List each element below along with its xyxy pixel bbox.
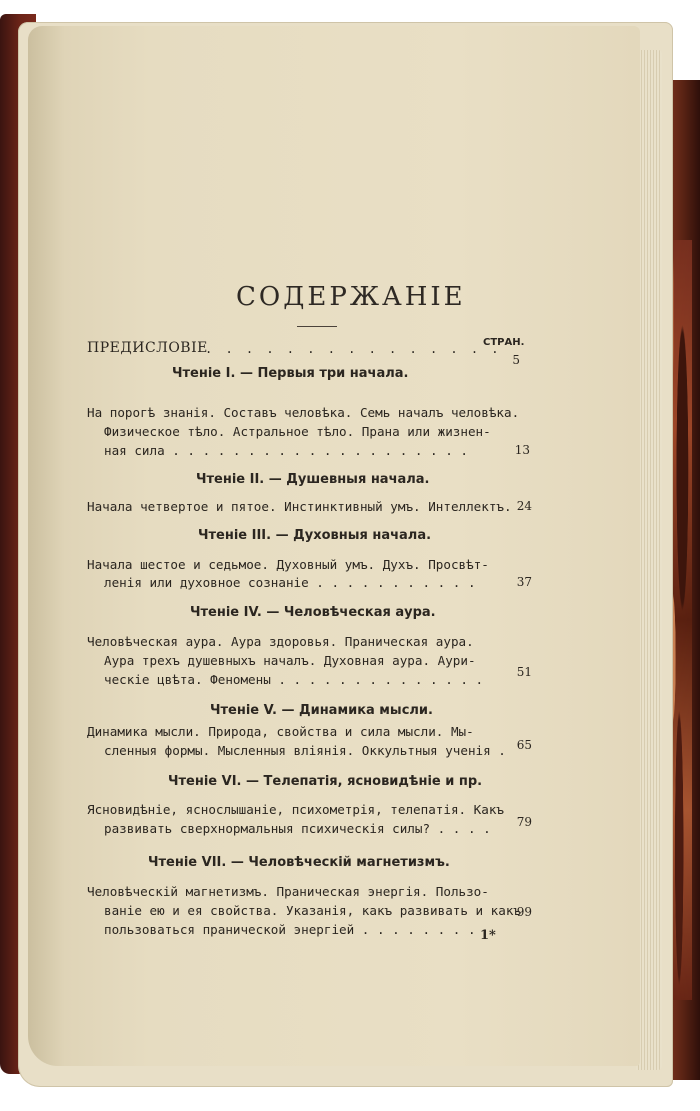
chapter-heading: Чтеніе VI. — Телепатія, ясновидѣніе и пр. bbox=[168, 774, 483, 789]
chapter-line: Ясновидѣніе, яснослышаніе, психометрія, телепатія. Какъ bbox=[87, 802, 505, 817]
chapter-line: Динамика мысли. Природа, свойства и сила мысли. Мы- bbox=[87, 724, 474, 739]
chapter-page: 65 bbox=[516, 738, 532, 752]
chapter-line: Начала шестое и седьмое. Духовный умъ. Духъ. Просвѣт- bbox=[87, 557, 489, 572]
chapter-line: пользоваться пранической энергіей . . . . . . . . bbox=[104, 922, 476, 937]
chapter-line: ческіе цвѣта. Феномены . . . . . . . . . . . . . . bbox=[104, 672, 484, 687]
chapter-line: развивать сверхнормальныя психическія силы? . . . . bbox=[104, 821, 491, 836]
chapter-line: Аура трехъ душевныхъ началъ. Духовная аура. Аури- bbox=[104, 653, 476, 668]
chapter-line: На порогѣ знанія. Составъ человѣка. Семь началъ человѣка. bbox=[87, 405, 520, 420]
preface-page: 5 bbox=[512, 353, 520, 367]
chapter-line: Человѣческая аура. Аура здоровья. Праническая аура. bbox=[87, 634, 474, 649]
chapter-page: 79 bbox=[516, 815, 532, 829]
signature-mark: 1* bbox=[480, 928, 496, 943]
chapter-page: 51 bbox=[516, 665, 532, 679]
chapter-page: 99 bbox=[516, 905, 532, 919]
chapter-line: ная сила . . . . . . . . . . . . . . . . . . . . bbox=[104, 443, 468, 458]
preface-label: ПРЕДИСЛОВІЕ bbox=[87, 340, 208, 356]
preface-leader: . . . . . . . . . . . . . . . bbox=[205, 342, 502, 356]
page-title: СОДЕРЖАНІЕ bbox=[236, 282, 466, 312]
chapter-page: 13 bbox=[514, 443, 530, 457]
chapter-heading: Чтеніе I. — Первыя три начала. bbox=[172, 366, 409, 381]
chapter-page: 24 bbox=[516, 499, 532, 513]
chapter-heading: Чтеніе V. — Динамика мысли. bbox=[210, 703, 433, 718]
page-column-label: СТРАН. bbox=[483, 337, 525, 348]
title-rule bbox=[297, 326, 337, 327]
chapter-line: ленія или духовное сознаніе . . . . . . . . . . . bbox=[104, 575, 476, 590]
chapter-heading: Чтеніе VII. — Человѣческій магнетизмъ. bbox=[148, 855, 450, 870]
chapter-line: Физическое тѣло. Астральное тѣло. Прана или жизнен- bbox=[104, 424, 491, 439]
chapter-page: 37 bbox=[516, 575, 532, 589]
chapter-line: Начала четвертое и пятое. Инстинктивный умъ. Интеллектъ. bbox=[87, 499, 512, 514]
chapter-line: Человѣческій магнетизмъ. Праническая энергія. Пользо- bbox=[87, 884, 489, 899]
chapter-heading: Чтеніе III. — Духовныя начала. bbox=[198, 528, 432, 543]
chapter-line: сленныя формы. Мысленныя вліянія. Оккультныя ученія . bbox=[104, 743, 506, 758]
chapter-heading: Чтеніе II. — Душевныя начала. bbox=[196, 472, 430, 487]
chapter-heading: Чтеніе IV. — Человѣческая аура. bbox=[190, 605, 436, 620]
chapter-line: ваніе ею и ея свойства. Указанія, какъ развивать и какъ bbox=[104, 903, 522, 918]
